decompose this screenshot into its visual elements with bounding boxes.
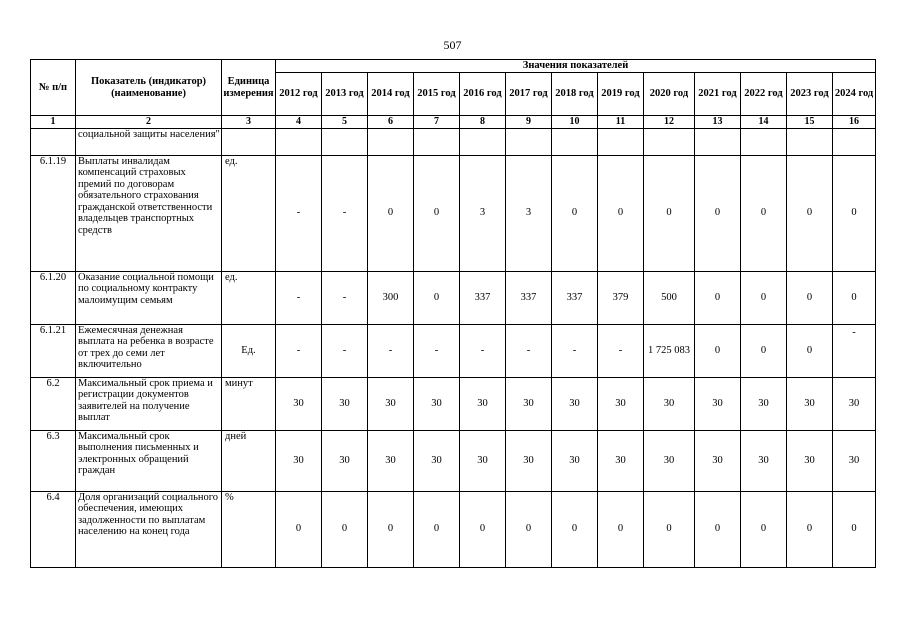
column-index: 15	[787, 116, 833, 129]
table-row	[31, 155, 876, 271]
value-cell: 30	[368, 430, 414, 491]
header-unit: Единица измерения	[222, 60, 276, 116]
table-row	[31, 324, 876, 377]
value-cell: 30	[506, 430, 552, 491]
value-cell: 30	[322, 430, 368, 491]
value-cell: 0	[506, 491, 552, 567]
indicator-name: Выплаты инвалидам компенсаций страховых премий по договорам обязательного страхования гражданской ответственности владельцев транспортных средств	[76, 155, 222, 271]
value-cell: 0	[276, 491, 322, 567]
header-num: № п/п	[31, 60, 76, 116]
column-index: 7	[414, 116, 460, 129]
row-number	[31, 128, 76, 155]
value-cell: 0	[414, 491, 460, 567]
value-cell: 300	[368, 271, 414, 324]
value-cell: 30	[322, 377, 368, 430]
value-cell: -	[506, 324, 552, 377]
row-number: 6.2	[31, 377, 76, 430]
header-year: 2019 год	[598, 73, 644, 116]
value-cell: 0	[460, 491, 506, 567]
row-number: 6.1.19	[31, 155, 76, 271]
value-cell: 0	[787, 324, 833, 377]
value-cell: 0	[833, 271, 876, 324]
value-cell: 0	[414, 155, 460, 271]
value-cell	[598, 128, 644, 155]
column-index: 9	[506, 116, 552, 129]
header-year: 2014 год	[368, 73, 414, 116]
value-cell: 30	[695, 430, 741, 491]
value-cell: -	[414, 324, 460, 377]
value-cell: 30	[414, 430, 460, 491]
column-index: 13	[695, 116, 741, 129]
table-row	[31, 271, 876, 324]
value-cell: 337	[552, 271, 598, 324]
value-cell: 337	[460, 271, 506, 324]
value-cell: 0	[787, 491, 833, 567]
value-cell	[741, 128, 787, 155]
value-cell: 30	[368, 377, 414, 430]
value-cell: 0	[598, 155, 644, 271]
unit-cell: ед.	[222, 271, 276, 324]
table-row	[31, 377, 876, 430]
value-cell: 0	[368, 155, 414, 271]
value-cell	[552, 128, 598, 155]
value-cell: 0	[695, 155, 741, 271]
value-cell: 0	[598, 491, 644, 567]
value-cell	[368, 128, 414, 155]
column-index: 11	[598, 116, 644, 129]
value-cell: 30	[787, 377, 833, 430]
value-cell: 0	[414, 271, 460, 324]
value-cell: 0	[741, 271, 787, 324]
column-index: 5	[322, 116, 368, 129]
indicator-name: Максимальный срок выполнения письменных и электронных обращений граждан	[76, 430, 222, 491]
value-cell: 3	[460, 155, 506, 271]
column-index: 1	[31, 116, 76, 129]
column-index: 10	[552, 116, 598, 129]
value-cell: 0	[741, 491, 787, 567]
value-cell: 30	[460, 377, 506, 430]
column-index: 8	[460, 116, 506, 129]
value-cell: 30	[414, 377, 460, 430]
value-cell: 379	[598, 271, 644, 324]
unit-cell: Ед.	[222, 324, 276, 377]
header-year: 2022 год	[741, 73, 787, 116]
value-cell: 30	[833, 430, 876, 491]
value-cell: 0	[833, 155, 876, 271]
value-cell: -	[598, 324, 644, 377]
value-cell	[460, 128, 506, 155]
header-year: 2024 год	[833, 73, 876, 116]
value-cell: 337	[506, 271, 552, 324]
unit-cell	[222, 128, 276, 155]
value-cell	[833, 128, 876, 155]
value-cell: -	[276, 324, 322, 377]
header-year: 2020 год	[644, 73, 695, 116]
indicators-table	[30, 59, 876, 568]
column-index: 2	[76, 116, 222, 129]
value-cell: -	[322, 271, 368, 324]
value-cell: 30	[552, 430, 598, 491]
header-values: Значения показателей	[276, 60, 876, 73]
column-index: 6	[368, 116, 414, 129]
value-cell: 500	[644, 271, 695, 324]
value-cell: 0	[787, 271, 833, 324]
column-index: 4	[276, 116, 322, 129]
value-cell: -	[552, 324, 598, 377]
value-cell: 0	[787, 155, 833, 271]
indicator-name: Доля организаций социального обеспечения, имеющих задолженности по выплатам населению на конец года	[76, 491, 222, 567]
value-cell: 0	[644, 491, 695, 567]
value-cell: -	[368, 324, 414, 377]
table-row	[31, 491, 876, 567]
value-cell	[276, 128, 322, 155]
column-index: 12	[644, 116, 695, 129]
value-cell: -	[460, 324, 506, 377]
value-cell: -	[322, 155, 368, 271]
row-number: 6.1.20	[31, 271, 76, 324]
table-row	[31, 430, 876, 491]
value-cell: -	[276, 271, 322, 324]
unit-cell: %	[222, 491, 276, 567]
column-index: 16	[833, 116, 876, 129]
value-cell	[644, 128, 695, 155]
value-cell: 0	[695, 271, 741, 324]
value-cell: 1 725 083	[644, 324, 695, 377]
column-index: 14	[741, 116, 787, 129]
value-cell: 0	[322, 491, 368, 567]
header-year: 2023 год	[787, 73, 833, 116]
header-year: 2012 год	[276, 73, 322, 116]
value-cell: 30	[598, 430, 644, 491]
value-cell	[414, 128, 460, 155]
value-cell: 30	[695, 377, 741, 430]
value-cell: 0	[695, 491, 741, 567]
value-cell: 30	[598, 377, 644, 430]
indicator-name: Ежемесячная денежная выплата на ребенка в возрасте от трех до семи лет включительно	[76, 324, 222, 377]
value-cell: 0	[741, 155, 787, 271]
value-cell: 0	[644, 155, 695, 271]
value-cell	[506, 128, 552, 155]
header-year: 2016 год	[460, 73, 506, 116]
value-cell	[322, 128, 368, 155]
value-cell: 30	[644, 377, 695, 430]
row-number: 6.4	[31, 491, 76, 567]
header-year: 2021 год	[695, 73, 741, 116]
value-cell: 0	[552, 155, 598, 271]
table-row	[31, 128, 876, 155]
indicator-name: Оказание социальной помощи по социальному контракту малоимущим семьям	[76, 271, 222, 324]
value-cell: 0	[552, 491, 598, 567]
value-cell	[695, 128, 741, 155]
value-cell: -	[833, 324, 876, 377]
value-cell: 30	[787, 430, 833, 491]
unit-cell: дней	[222, 430, 276, 491]
indicator-name: социальной защиты населения"	[76, 128, 222, 155]
row-number: 6.3	[31, 430, 76, 491]
row-number: 6.1.21	[31, 324, 76, 377]
header-year: 2017 год	[506, 73, 552, 116]
value-cell: 30	[552, 377, 598, 430]
column-index: 3	[222, 116, 276, 129]
value-cell: 30	[276, 430, 322, 491]
value-cell: 0	[833, 491, 876, 567]
page-number: 507	[443, 38, 462, 52]
header-year: 2015 год	[414, 73, 460, 116]
unit-cell: ед.	[222, 155, 276, 271]
header-year: 2018 год	[552, 73, 598, 116]
value-cell: 30	[741, 377, 787, 430]
value-cell: -	[276, 155, 322, 271]
value-cell: -	[322, 324, 368, 377]
header-indicator: Показатель (индикатор) (наименование)	[76, 60, 222, 116]
value-cell: 0	[741, 324, 787, 377]
value-cell: 0	[368, 491, 414, 567]
value-cell: 30	[506, 377, 552, 430]
indicator-name: Максимальный срок приема и регистрации документов заявителей на получение выплат	[76, 377, 222, 430]
value-cell: 30	[741, 430, 787, 491]
header-year: 2013 год	[322, 73, 368, 116]
value-cell	[787, 128, 833, 155]
value-cell: 30	[276, 377, 322, 430]
value-cell: 0	[695, 324, 741, 377]
value-cell: 30	[833, 377, 876, 430]
value-cell: 3	[506, 155, 552, 271]
value-cell: 30	[460, 430, 506, 491]
value-cell: 30	[644, 430, 695, 491]
unit-cell: минут	[222, 377, 276, 430]
